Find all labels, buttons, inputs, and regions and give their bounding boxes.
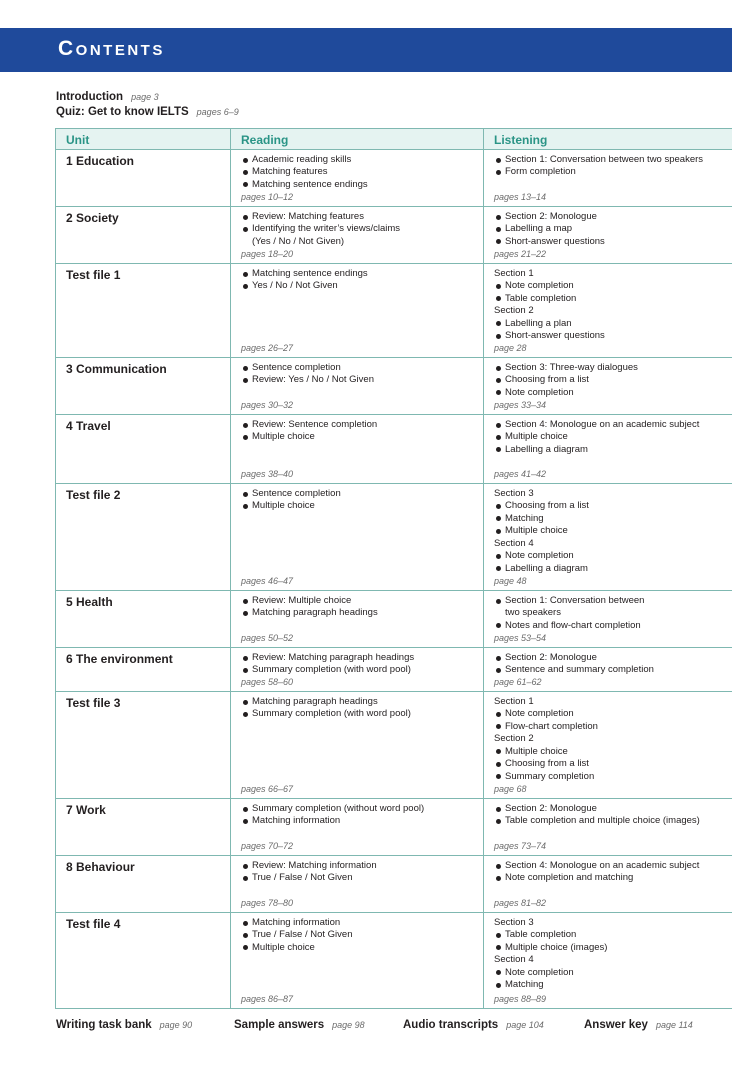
bullet-item: True / False / Not Given <box>241 929 473 941</box>
bullet-item: Choosing from a list <box>494 374 722 386</box>
column-header-unit: Unit <box>56 129 231 150</box>
bullet-item: Note completion <box>494 967 722 979</box>
contents-table <box>55 128 732 1009</box>
bullet-item: Note completion <box>494 708 722 720</box>
reading-cell <box>231 484 484 591</box>
bullet-item: Note completion <box>494 550 722 562</box>
listening-items <box>494 860 722 885</box>
unit-cell <box>56 648 231 692</box>
listening-cell <box>484 207 732 264</box>
unit-cell <box>56 591 231 648</box>
footer-item-writing-task-bank[interactable] <box>56 1019 192 1031</box>
bullet-item: Note completion <box>494 280 722 292</box>
page-reference[interactable]: page 28 <box>494 342 527 353</box>
bullet-item: Identifying the writer’s views/claims <box>241 223 473 235</box>
bullet-item: Multiple choice (images) <box>494 942 722 954</box>
bullet-item: Multiple choice <box>494 746 722 758</box>
bullet-item: Matching <box>494 513 722 525</box>
bullet-item: Section 2: Monologue <box>494 803 722 815</box>
section-label: Section 1 <box>494 268 534 279</box>
footer-item-answer-key[interactable] <box>584 1019 693 1031</box>
intro-label: Introduction <box>56 91 124 103</box>
bullet-item: Matching information <box>241 917 473 929</box>
unit-title[interactable]: 1 Education <box>66 154 135 168</box>
reading-items <box>241 860 473 885</box>
table-row <box>56 207 732 264</box>
bullet-item: Summary completion (with word pool) <box>241 664 473 676</box>
unit-title[interactable]: Test file 1 <box>66 268 121 282</box>
bullet-item: Choosing from a list <box>494 758 722 770</box>
bullet-item: Matching sentence endings <box>241 179 473 191</box>
bullet-item: Academic reading skills <box>241 154 473 166</box>
listening-items <box>494 917 722 992</box>
listening-cell <box>484 799 732 856</box>
bullet-item: Multiple choice <box>241 500 473 512</box>
listening-items <box>494 595 722 632</box>
quiz-pages: pages 6–9 <box>196 107 239 117</box>
listening-items <box>494 419 722 456</box>
table-row <box>56 648 732 692</box>
bullet-item: Section 2: Monologue <box>494 211 722 223</box>
table-row <box>56 415 732 484</box>
footer-pages: page 90 <box>159 1020 193 1030</box>
bullet-item: Note completion <box>494 387 722 399</box>
unit-title[interactable]: 8 Behaviour <box>66 860 135 874</box>
page-title: Contents <box>58 37 165 60</box>
reading-items <box>241 488 473 513</box>
reading-items <box>241 652 473 677</box>
column-header-listening: Listening <box>484 129 732 150</box>
page-reference[interactable]: pages 13–14 <box>494 191 547 202</box>
unit-title[interactable]: Test file 3 <box>66 696 121 710</box>
listening-cell <box>484 648 732 692</box>
bullet-item: Table completion and multiple choice (images) <box>494 815 722 827</box>
bullet-item: Table completion <box>494 293 722 305</box>
bullet-continuation: two speakers <box>505 607 561 619</box>
bullet-continuation: (Yes / No / Not Given) <box>252 235 345 247</box>
bullet-item: Form completion <box>494 166 722 178</box>
table-row <box>56 264 732 358</box>
section-label: Section 2 <box>494 733 534 745</box>
bullet-item: Section 4: Monologue on an academic subject <box>494 860 722 872</box>
bullet-item: Yes / No / Not Given <box>241 280 473 292</box>
bullet-item: Matching <box>494 979 722 991</box>
bullet-item: Flow-chart completion <box>494 721 722 733</box>
bullet-item: Labelling a plan <box>494 318 722 330</box>
reading-items <box>241 211 473 248</box>
bullet-item: Section 1: Conversation between two speakers <box>494 154 722 166</box>
page-reference[interactable]: pages 66–67 <box>241 783 294 794</box>
intro-section <box>56 90 239 120</box>
listening-cell <box>484 856 732 913</box>
page-reference[interactable]: pages 58–60 <box>241 676 294 687</box>
footer-pages: page 104 <box>506 1020 544 1030</box>
footer-label: Audio transcripts <box>403 1019 499 1031</box>
table-row <box>56 484 732 591</box>
listening-cell <box>484 358 732 415</box>
bullet-item: Summary completion <box>494 771 722 783</box>
section-label: Section 3 <box>494 488 534 499</box>
bullet-item: Matching paragraph headings <box>241 696 473 708</box>
bullet-item: Sentence completion <box>241 488 473 500</box>
bullet-item: Sentence completion <box>241 362 473 374</box>
listening-cell <box>484 591 732 648</box>
listening-cell <box>484 913 732 1009</box>
section-label: Section 2 <box>494 305 534 317</box>
bullet-item: Short-answer questions <box>494 330 722 342</box>
quiz-link[interactable] <box>56 105 239 120</box>
listening-items <box>494 154 722 179</box>
page-reference[interactable]: pages 18–20 <box>241 248 294 259</box>
bullet-item: Summary completion (with word pool) <box>241 708 473 720</box>
listening-cell <box>484 415 732 484</box>
page-reference[interactable]: pages 33–34 <box>494 399 547 410</box>
bullet-item: Table completion <box>494 929 722 941</box>
unit-title[interactable]: Test file 4 <box>66 917 121 931</box>
unit-cell <box>56 799 231 856</box>
intro-pages: page 3 <box>131 92 159 102</box>
unit-title[interactable]: 4 Travel <box>66 419 111 433</box>
footer-item-audio-transcripts[interactable] <box>403 1019 544 1031</box>
listening-items <box>494 803 722 828</box>
unit-cell <box>56 264 231 358</box>
reading-items <box>241 268 473 293</box>
reading-items <box>241 595 473 620</box>
page-reference[interactable]: pages 38–40 <box>241 468 294 479</box>
section-label: Section 4 <box>494 537 534 549</box>
bullet-item: True / False / Not Given <box>241 872 473 884</box>
bullet-item: Section 4: Monologue on an academic subject <box>494 419 722 431</box>
reading-cell <box>231 913 484 1009</box>
reading-items <box>241 803 473 828</box>
reading-items <box>241 362 473 387</box>
page-reference[interactable]: pages 70–72 <box>241 840 294 851</box>
page-reference[interactable]: pages 10–12 <box>241 191 294 202</box>
reading-cell <box>231 692 484 799</box>
bullet-item: Review: Matching features <box>241 211 473 223</box>
unit-cell <box>56 692 231 799</box>
page-reference[interactable]: pages 50–52 <box>241 632 294 643</box>
bullet-item: Multiple choice <box>494 431 722 443</box>
table-row <box>56 856 732 913</box>
listening-items <box>494 696 722 783</box>
bullet-item: Labelling a diagram <box>494 444 722 456</box>
reading-cell <box>231 415 484 484</box>
footer-pages: page 98 <box>332 1020 365 1030</box>
bullet-item: Section 2: Monologue <box>494 652 722 664</box>
page-reference[interactable]: page 68 <box>494 783 527 794</box>
bullet-item: Short-answer questions <box>494 236 722 248</box>
listening-items <box>494 652 722 677</box>
unit-title[interactable]: 7 Work <box>66 803 106 817</box>
bullet-item: Notes and flow-chart completion <box>494 620 722 632</box>
table-row <box>56 692 732 799</box>
listening-items <box>494 268 722 343</box>
unit-cell <box>56 856 231 913</box>
bullet-item: Review: Yes / No / Not Given <box>241 374 473 386</box>
unit-cell <box>56 150 231 207</box>
quiz-label: Quiz: Get to know IELTS <box>56 106 189 118</box>
table-row <box>56 150 732 207</box>
page-reference[interactable]: pages 78–80 <box>241 897 294 908</box>
unit-title[interactable]: 6 The environment <box>66 652 173 666</box>
table-header-row <box>56 129 732 150</box>
column-header-reading: Reading <box>231 129 484 150</box>
bullet-item: Choosing from a list <box>494 500 722 512</box>
unit-cell <box>56 415 231 484</box>
reading-cell <box>231 591 484 648</box>
unit-cell <box>56 358 231 415</box>
bullet-item: Review: Sentence completion <box>241 419 473 431</box>
page-reference[interactable]: pages 21–22 <box>494 248 547 259</box>
footer-pages: page 114 <box>655 1020 693 1030</box>
section-label: Section 3 <box>494 917 534 928</box>
listening-cell <box>484 692 732 799</box>
bullet-item: Matching sentence endings <box>241 268 473 280</box>
reading-items <box>241 419 473 444</box>
bullet-item: Multiple choice <box>241 942 473 954</box>
reading-items <box>241 154 473 191</box>
reading-items <box>241 917 473 954</box>
reading-cell <box>231 856 484 913</box>
reading-cell <box>231 648 484 692</box>
page-reference[interactable]: page 61–62 <box>494 676 542 687</box>
intro-link[interactable] <box>56 90 239 105</box>
bullet-item: Section 1: Conversation between <box>494 595 722 607</box>
unit-cell <box>56 207 231 264</box>
footer-label: Writing task bank <box>56 1019 152 1031</box>
table-row <box>56 799 732 856</box>
bullet-item: Note completion and matching <box>494 872 722 884</box>
listening-items <box>494 362 722 399</box>
unit-title[interactable]: 2 Society <box>66 211 119 225</box>
reading-cell <box>231 799 484 856</box>
bullet-item: Multiple choice <box>241 431 473 443</box>
contents-banner <box>0 28 732 72</box>
bullet-item: Sentence and summary completion <box>494 664 722 676</box>
unit-title[interactable]: Test file 2 <box>66 488 121 502</box>
bullet-item: Labelling a diagram <box>494 563 722 575</box>
reading-items <box>241 696 473 721</box>
page-reference[interactable]: pages 88–89 <box>494 993 547 1004</box>
listening-cell <box>484 264 732 358</box>
reading-cell <box>231 207 484 264</box>
bullet-item: Review: Matching paragraph headings <box>241 652 473 664</box>
bullet-item: Matching information <box>241 815 473 827</box>
unit-cell <box>56 913 231 1009</box>
table-row <box>56 591 732 648</box>
page-reference[interactable]: pages 26–27 <box>241 342 294 353</box>
bullet-item: Matching paragraph headings <box>241 607 473 619</box>
bullet-item: Review: Matching information <box>241 860 473 872</box>
listening-cell <box>484 484 732 591</box>
bullet-item: Summary completion (without word pool) <box>241 803 473 815</box>
footer-label: Answer key <box>584 1019 648 1031</box>
table-row <box>56 358 732 415</box>
listening-cell <box>484 150 732 207</box>
section-label: Section 1 <box>494 696 534 707</box>
page-reference[interactable]: page 48 <box>494 575 527 586</box>
page-reference[interactable]: pages 46–47 <box>241 575 294 586</box>
section-label: Section 4 <box>494 954 534 966</box>
page-reference[interactable]: pages 73–74 <box>494 840 547 851</box>
table-row <box>56 913 732 1009</box>
page-reference[interactable]: pages 86–87 <box>241 993 294 1004</box>
unit-cell <box>56 484 231 591</box>
page-reference[interactable]: pages 30–32 <box>241 399 294 410</box>
bullet-item: Review: Multiple choice <box>241 595 473 607</box>
bullet-item: Labelling a map <box>494 223 722 235</box>
reading-cell <box>231 358 484 415</box>
bullet-item: Section 3: Three-way dialogues <box>494 362 722 374</box>
bullet-item: Matching features <box>241 166 473 178</box>
page-reference[interactable]: pages 81–82 <box>494 897 547 908</box>
unit-title[interactable]: 3 Communication <box>66 362 167 376</box>
bullet-item: Multiple choice <box>494 525 722 537</box>
listening-items <box>494 211 722 248</box>
page-reference[interactable]: pages 53–54 <box>494 632 547 643</box>
page-reference[interactable]: pages 41–42 <box>494 468 547 479</box>
unit-title[interactable]: 5 Health <box>66 595 113 609</box>
reading-cell <box>231 150 484 207</box>
listening-items <box>494 488 722 575</box>
footer-label: Sample answers <box>234 1019 325 1031</box>
footer-item-sample-answers[interactable] <box>234 1019 365 1031</box>
reading-cell <box>231 264 484 358</box>
